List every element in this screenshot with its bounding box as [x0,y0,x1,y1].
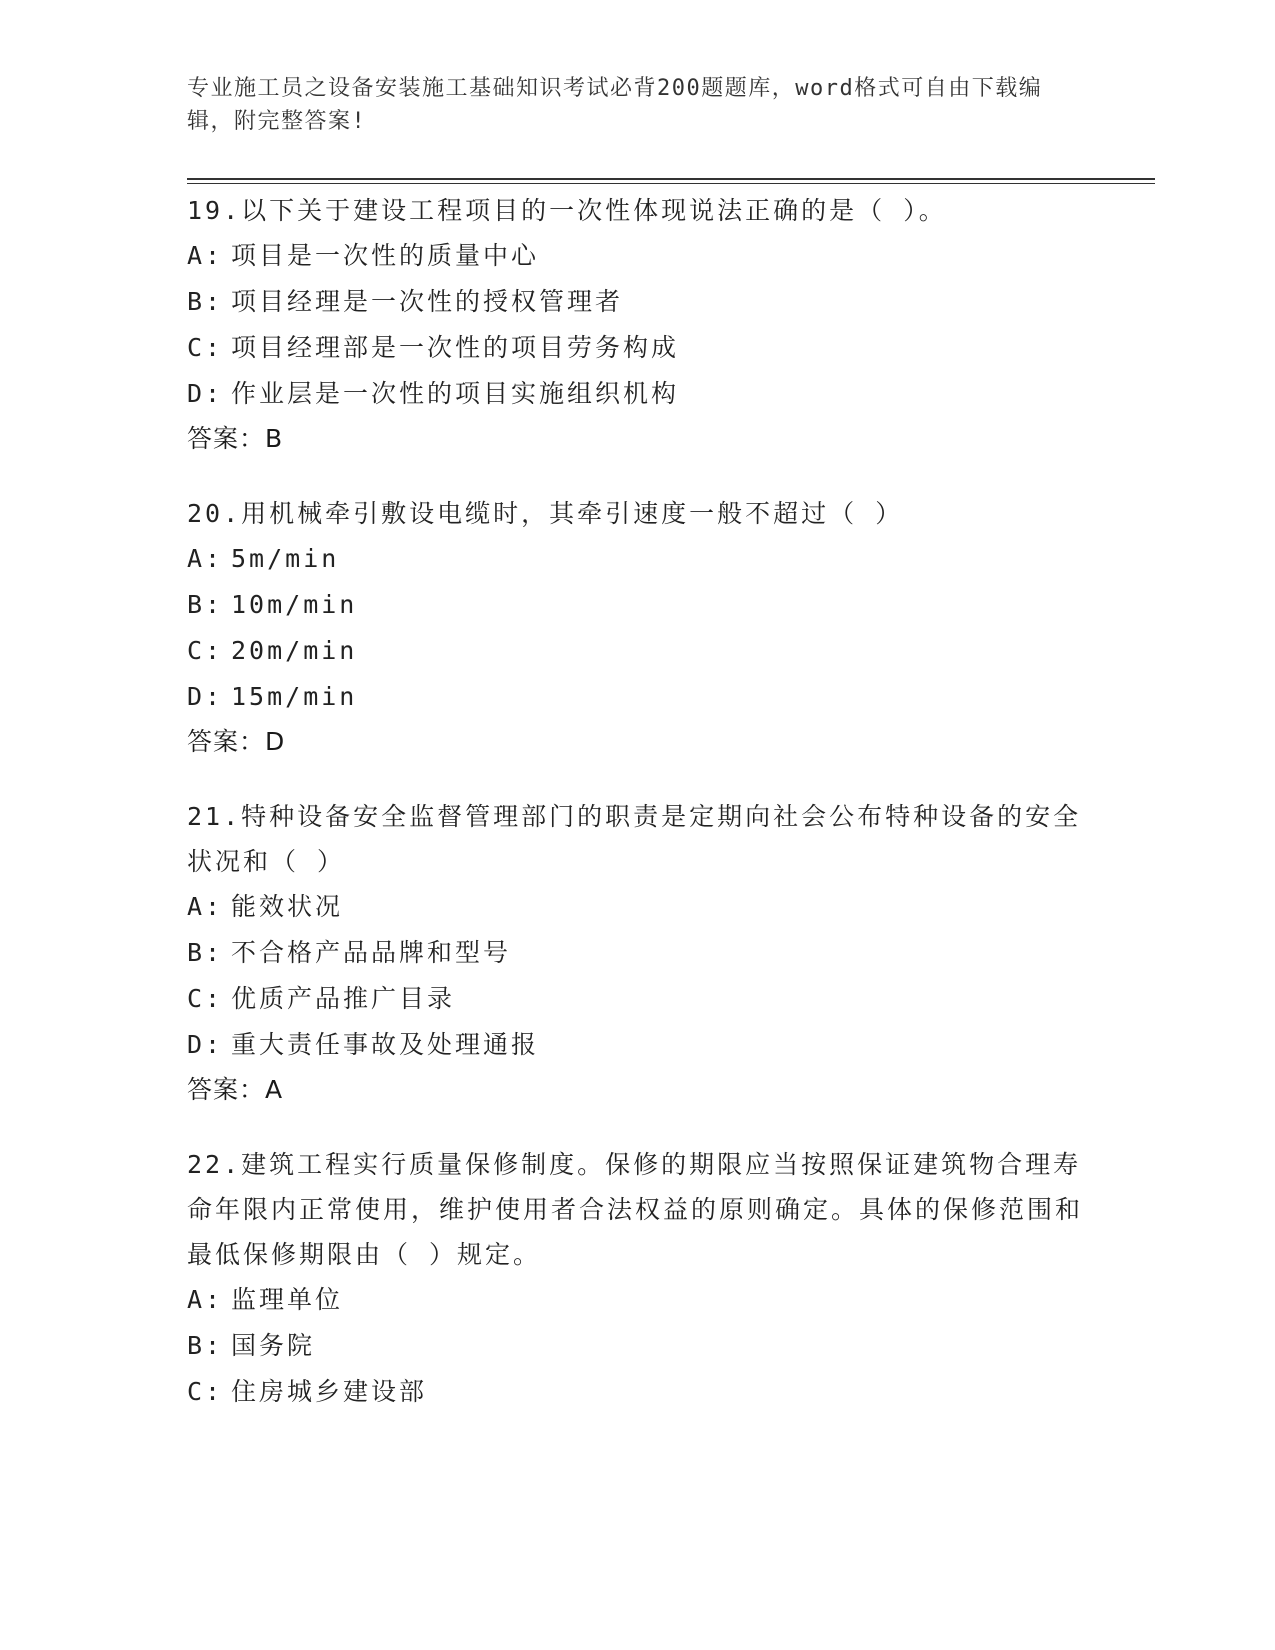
document-header: 专业施工员之设备安装施工基础知识考试必背200题题库，word格式可自由下载编辑，附完整答案! [187,76,1043,134]
option-letter: C: [187,636,224,665]
option-letter: A: [187,241,224,270]
option-letter: A: [187,892,224,921]
option-letter: B: [187,938,224,967]
option-d [187,371,1087,417]
option-letter: A: [187,1285,224,1314]
option-d [187,1022,1087,1068]
option-b [187,582,1087,628]
option-text: 作业层是一次性的项目实施组织机构 [231,379,680,408]
option-letter: D: [187,1030,224,1059]
option-d [187,674,1087,720]
option-a [187,884,1087,930]
option-c [187,976,1087,1022]
option-text: 项目是一次性的质量中心 [231,241,540,270]
option-letter: D: [187,682,224,711]
question-stem: 20.用机械牵引敷设电缆时，其牵引速度一般不超过（ ） [187,499,904,528]
option-text: 10m/min [231,590,358,619]
answer-line: 答案：D [187,727,286,756]
question-list [187,188,1087,1445]
option-c [187,628,1087,674]
option-text: 住房城乡建设部 [231,1377,428,1406]
option-text: 能效状况 [231,892,344,921]
option-b [187,279,1087,325]
option-letter: C: [187,1377,224,1406]
option-text: 重大责任事故及处理通报 [231,1030,540,1059]
option-text: 国务院 [231,1331,316,1360]
answer-line: 答案：B [187,424,284,453]
option-text: 项目经理部是一次性的项目劳务构成 [231,333,680,362]
option-a [187,1277,1087,1323]
option-text: 监理单位 [231,1285,344,1314]
option-text: 不合格产品品牌和型号 [231,938,512,967]
option-a [187,233,1087,279]
option-text: 15m/min [231,682,358,711]
option-text: 优质产品推广目录 [231,984,456,1013]
question-stem: 22.建筑工程实行质量保修制度。保修的期限应当按照保证建筑物合理寿命年限内正常使用，维护使用者合法权益的原则确定。具体的保修范围和最低保修期限由（ ）规定。 [187,1150,1084,1269]
option-letter: C: [187,984,224,1013]
option-b [187,930,1087,976]
option-letter: D: [187,379,224,408]
question-stem: 21.特种设备安全监督管理部门的职责是定期向社会公布特种设备的安全状况和（ ） [187,802,1082,876]
option-letter: B: [187,287,224,316]
option-text: 项目经理是一次性的授权管理者 [231,287,624,316]
question-20 [187,491,1087,764]
question-stem: 19.以下关于建设工程项目的一次性体现说法正确的是（ ）。 [187,196,947,225]
option-letter: C: [187,333,224,362]
option-letter: B: [187,1331,224,1360]
option-a [187,536,1087,582]
option-letter: A: [187,544,224,573]
question-19 [187,188,1087,461]
question-21 [187,794,1087,1112]
option-letter: B: [187,590,224,619]
answer-line: 答案：A [187,1075,284,1104]
option-c [187,325,1087,371]
question-22 [187,1142,1087,1415]
option-b [187,1323,1087,1369]
option-c [187,1369,1087,1415]
option-text: 5m/min [231,544,340,573]
header-divider [187,178,1155,184]
option-text: 20m/min [231,636,358,665]
